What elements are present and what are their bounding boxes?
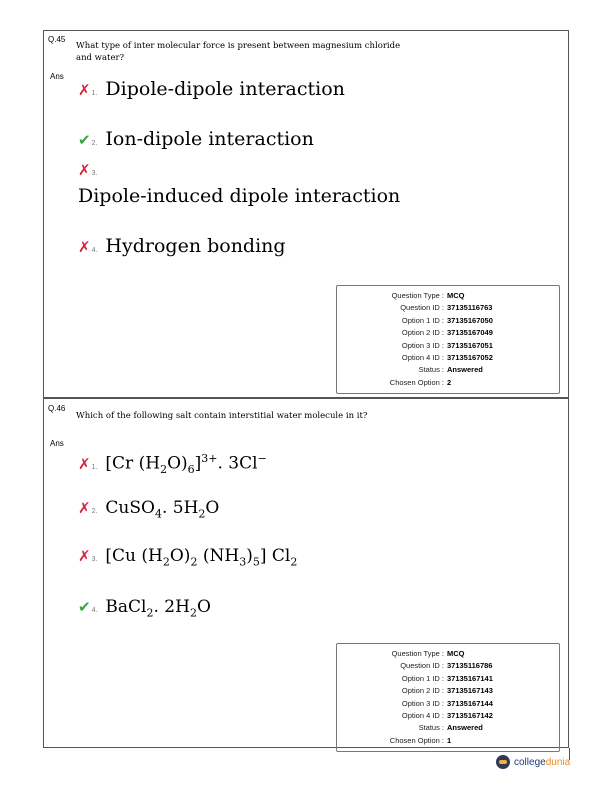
info-row: Question ID : 37135116763 <box>400 303 493 313</box>
cross-icon: ✗ <box>78 238 91 256</box>
info-row: Option 1 ID : 37135167050 <box>401 315 493 325</box>
question-text: What type of inter molecular force is present between magnesium chloride and water? <box>76 41 401 63</box>
question-info-box <box>336 643 560 752</box>
option-text: Ion-dipole interaction <box>105 128 314 150</box>
option-3[interactable] <box>78 546 297 568</box>
cross-icon: ✗ <box>78 454 91 473</box>
option-3[interactable] <box>78 163 105 178</box>
question-number: Q.45 <box>48 35 66 44</box>
option-number: 2. <box>91 508 98 515</box>
option-4[interactable] <box>78 597 211 619</box>
option-3-text: Dipole-induced dipole interaction <box>78 185 401 207</box>
check-icon: ✔ <box>78 131 91 149</box>
option-number: 3. <box>91 170 98 177</box>
info-row: Question Type : MCQ <box>391 291 465 300</box>
info-row: Option 3 ID : 37135167144 <box>401 698 493 708</box>
option-formula: [Cu $(H_2O)_2$ $(NH_3)_5$] $Cl_2$ <box>105 546 298 569</box>
cross-icon: ✗ <box>78 161 91 179</box>
option-formula: [Cr $(H_2O)_6]^{3+}$. 3Cl− <box>105 452 267 477</box>
option-2[interactable] <box>78 498 219 520</box>
option-text: Hydrogen bonding <box>105 235 286 257</box>
info-row: Option 4 ID : 37135167142 <box>401 711 493 721</box>
cross-icon: ✗ <box>78 81 91 99</box>
answer-label: Ans <box>50 72 64 81</box>
option-1[interactable] <box>78 452 267 476</box>
cross-icon: ✗ <box>78 499 91 517</box>
option-formula: CuSO$_4$. $5H_2O$ <box>105 498 220 521</box>
info-row: Option 1 ID : 37135167141 <box>401 673 493 683</box>
question-number: Q.46 <box>48 404 66 413</box>
option-number: 1. <box>91 463 98 471</box>
info-row: Option 2 ID : 37135167049 <box>401 328 493 338</box>
info-row: Option 3 ID : 37135167051 <box>401 340 493 350</box>
info-row: Chosen Option : 2 <box>389 377 452 387</box>
option-number: 4. <box>91 607 98 614</box>
option-formula: BaCl$_2$. $2H_2O$ <box>105 597 211 620</box>
info-row: Status : Answered <box>418 723 483 733</box>
info-row: Chosen Option : 1 <box>389 735 452 745</box>
option-2[interactable] <box>78 128 314 150</box>
info-row: Question Type : MCQ <box>391 649 465 658</box>
cross-icon: ✗ <box>78 547 91 565</box>
option-number: 4. <box>91 247 98 254</box>
info-row: Question ID : 37135116786 <box>400 661 493 671</box>
logo-text: collegedunia <box>514 756 571 768</box>
question-info-box <box>336 285 560 394</box>
option-number: 2. <box>91 140 98 147</box>
info-row: Option 4 ID : 37135167052 <box>401 353 493 363</box>
option-text: Dipole-dipole interaction <box>105 78 345 100</box>
collegedunia-logo[interactable] <box>496 755 570 769</box>
question-text: Which of the following salt contain interstitial water molecule in it? <box>76 411 368 421</box>
option-number: 3. <box>91 556 98 563</box>
check-icon: ✔ <box>78 598 91 616</box>
option-number: 1. <box>91 90 98 97</box>
option-1[interactable] <box>78 78 345 100</box>
info-row: Option 2 ID : 37135167143 <box>401 686 493 696</box>
student-face-icon <box>496 755 510 769</box>
option-4[interactable] <box>78 235 286 257</box>
info-row: Status : Answered <box>418 365 483 375</box>
answer-label: Ans <box>50 439 64 448</box>
